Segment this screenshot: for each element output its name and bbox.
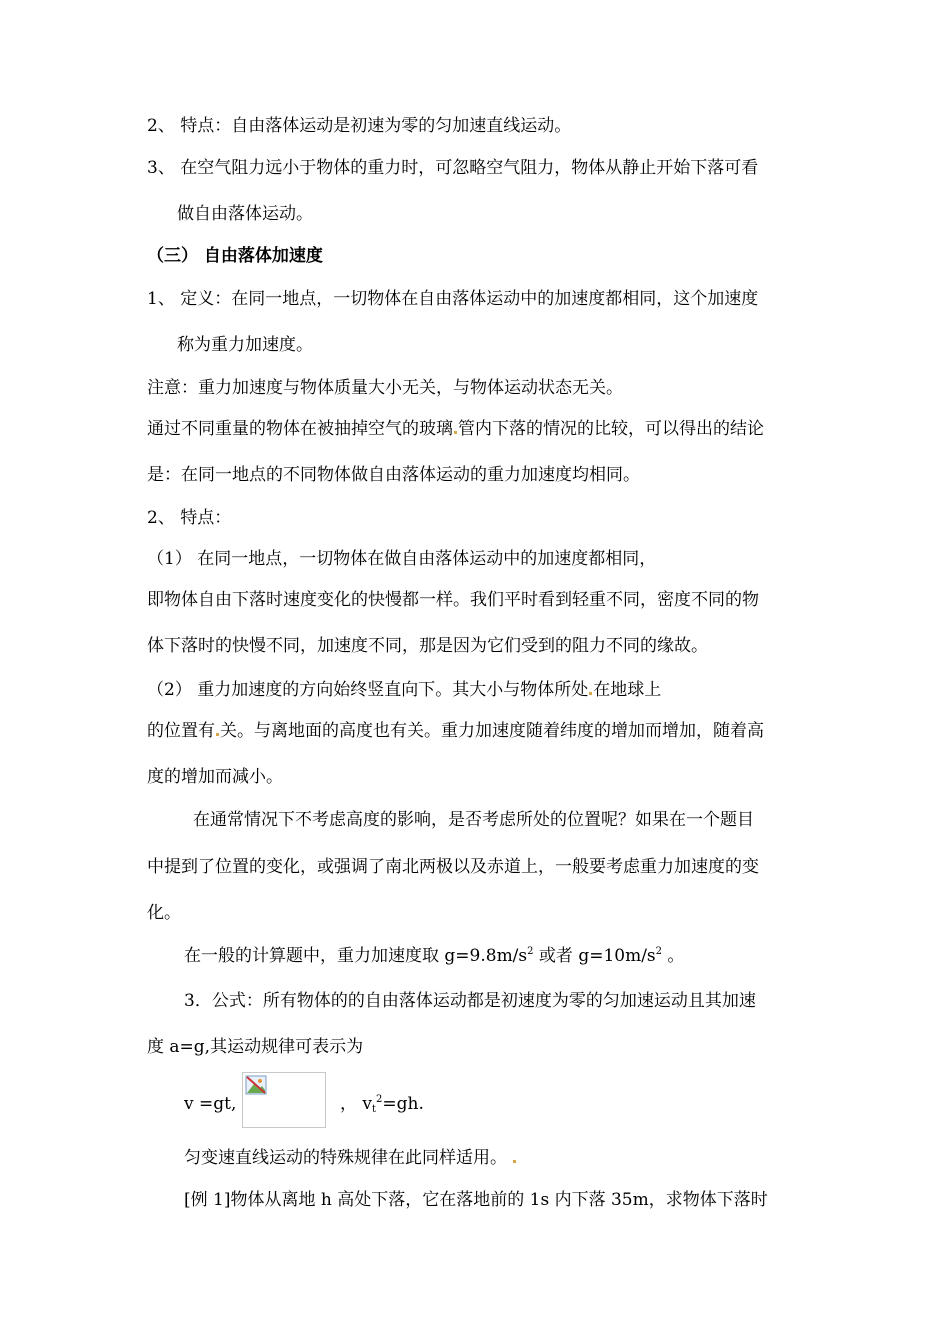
para-normal-2: 中提到了位置的变化，或强调了南北两极以及赤道上，一般要考虑重力加速度的变 bbox=[147, 857, 759, 877]
point-3-air-resistance: 3、 在空气阻力远小于物体的重力时，可忽略空气阻力，物体从静止开始下落可看 bbox=[147, 158, 759, 178]
experiment-text-a: 通过不同重量的物体在被抽掉空气的玻璃 bbox=[147, 419, 453, 439]
feature-2-explain-a: 的位置有 bbox=[147, 721, 215, 741]
formula-intro-2: 度 a=g,其运动规律可表示为 bbox=[147, 1037, 364, 1057]
para-normal-3: 化。 bbox=[147, 903, 181, 923]
point-2-feature-heading: 2、 特点： bbox=[147, 508, 232, 528]
marker-dot bbox=[216, 733, 219, 736]
feature-2-text-a: （2） 重力加速度的方向始终竖直向下。其大小与物体所处 bbox=[147, 680, 589, 700]
calc-text-b: 或者 g=10m/s bbox=[533, 946, 656, 966]
broken-image-icon bbox=[245, 1075, 267, 1095]
feature-2-explain-b: 关。与离地面的高度也有关。重力加速度随着纬度的增加而增加，随着高 bbox=[220, 721, 764, 741]
formula-v: v =gt, bbox=[184, 1094, 237, 1114]
note-line: 注意：重力加速度与物体质量大小无关，与物体运动状态无关。 bbox=[147, 378, 623, 398]
calc-sup-1: 2 bbox=[527, 946, 534, 957]
rule-applies bbox=[184, 1147, 517, 1169]
formula-vt-sub: t bbox=[372, 1104, 377, 1115]
feature-1-explain-2: 体下落时的快慢不同，加速度不同，那是因为它们受到的阻力不同的缘故。 bbox=[147, 636, 708, 656]
formula-vt-a: ， v bbox=[340, 1094, 373, 1114]
marker-dot bbox=[513, 1160, 516, 1163]
marker-dot bbox=[589, 692, 592, 695]
point-3-continued: 做自由落体运动。 bbox=[177, 204, 313, 224]
para-normal-1: 在通常情况下不考虑高度的影响，是否考虑所处的位置呢？如果在一个题目 bbox=[193, 810, 754, 830]
calc-text-a: 在一般的计算题中，重力加速度取 g=9.8m/s bbox=[184, 946, 528, 966]
feature-1-line bbox=[147, 548, 656, 570]
calc-text-c: 。 bbox=[662, 946, 685, 966]
feature-2-line bbox=[147, 679, 661, 701]
formula-vt bbox=[340, 1093, 424, 1115]
experiment-text-b: 管内下落的情况的比较，可以得出的结论 bbox=[458, 419, 764, 439]
feature-1-text-a: （1） 在同一地点，一切物体在做自由落体运 bbox=[147, 549, 487, 569]
feature-2-explain-1 bbox=[147, 720, 764, 742]
formula-vt-sup: 2 bbox=[376, 1094, 383, 1105]
rule-text-b: 动的特殊规律在此同样适用。 bbox=[286, 1148, 507, 1168]
feature-2-explain-2: 度的增加而减小。 bbox=[147, 767, 283, 787]
feature-2-text-b: 在地球上 bbox=[593, 680, 662, 700]
feature-1-explain-1: 即物体自由下落时速度变化的快慢都一样。我们平时看到轻重不同，密度不同的物 bbox=[147, 590, 759, 610]
point-1-continued: 称为重力加速度。 bbox=[177, 335, 313, 355]
point-2-feature: 2、 特点：自由落体运动是初速为零的匀加速直线运动。 bbox=[147, 116, 572, 136]
experiment-line-2: 是：在同一地点的不同物体做自由落体运动的重力加速度均相同。 bbox=[147, 465, 640, 485]
example-label: [例 1] bbox=[184, 1190, 231, 1210]
point-1-definition: 1、 定义：在同一地点，一切物体在自由落体运动中的加速度都相同，这个加速度 bbox=[147, 289, 759, 309]
section-heading-3: （三） 自由落体加速度 bbox=[147, 246, 323, 266]
calc-sup-2: 2 bbox=[655, 946, 663, 957]
formula-intro-1: 3．公式：所有物体的的自由落体运动都是初速度为零的匀加速运动且其加速 bbox=[184, 991, 756, 1011]
formula-image-placeholder bbox=[242, 1072, 326, 1128]
feature-1-text-b: 动中的加速度都相同， bbox=[486, 549, 657, 569]
formula-vt-c: =gh. bbox=[382, 1094, 424, 1114]
example-text: 物体从离地 h 高处下落，它在落地前的 1s 内下落 35m，求物体下落时 bbox=[230, 1190, 768, 1210]
example-1 bbox=[184, 1189, 768, 1211]
calculation-note bbox=[184, 945, 684, 967]
rule-text-a: 匀变速直线运 bbox=[184, 1148, 286, 1168]
experiment-line-1 bbox=[147, 418, 764, 440]
marker-dot bbox=[454, 431, 457, 434]
